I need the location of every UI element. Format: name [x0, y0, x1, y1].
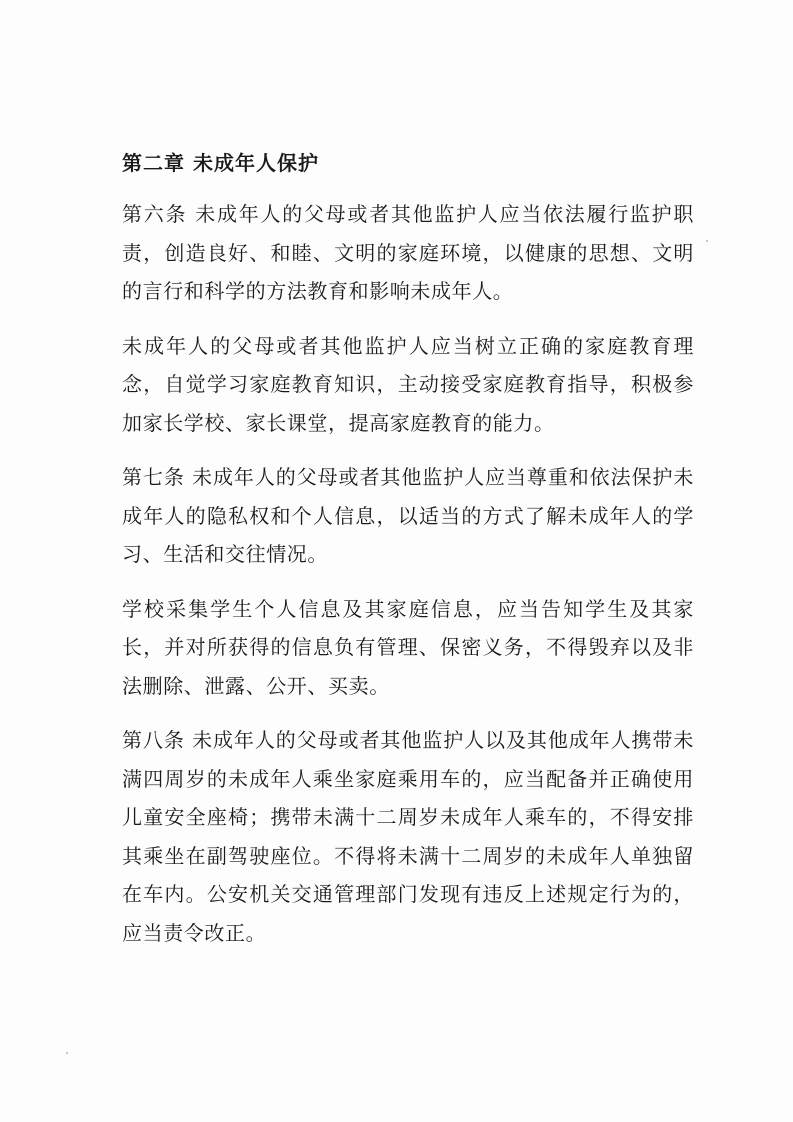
scan-speck [706, 240, 708, 242]
scan-speck [66, 1052, 68, 1054]
article-6-paragraph: 第六条 未成年人的父母或者其他监护人应当依法履行监护职责，创造良好、和睦、文明的家庭环境，以健康的思想、文明的言行和科学的方法教育和影响未成年人。 [122, 202, 694, 303]
article-6-second-paragraph: 未成年人的父母或者其他监护人应当树立正确的家庭教育理念，自觉学习家庭教育知识，主动接受家庭教育指导，积极参加家长学校、家长课堂，提高家庭教育的能力。 [122, 333, 694, 435]
chapter-title: 第二章 未成年人保护 [122, 151, 319, 175]
article-7-second-paragraph: 学校采集学生个人信息及其家庭信息，应当告知学生及其家长，并对所获得的信息负有管理、保密义务，不得毁弃以及非法删除、泄露、公开、买卖。 [122, 596, 694, 698]
document-body [122, 145, 694, 968]
article-8-paragraph: 第八条 未成年人的父母或者其他监护人以及其他成年人携带未满四周岁的未成年人乘坐家庭乘用车的，应当配备并正确使用儿童安全座椅；携带未满十二周岁未成年人乘车的，不得安排其乘坐在副驾驶座位。不得将未满十二周岁的未成年人单独留在车内。公安机关交通管理部门发现有违反上述规定行为的，应当责令改正。 [122, 728, 694, 945]
article-7-paragraph: 第七条 未成年人的父母或者其他监护人应当尊重和依法保护未成年人的隐私权和个人信息，以适当的方式了解未成年人的学习、生活和交往情况。 [122, 465, 694, 566]
